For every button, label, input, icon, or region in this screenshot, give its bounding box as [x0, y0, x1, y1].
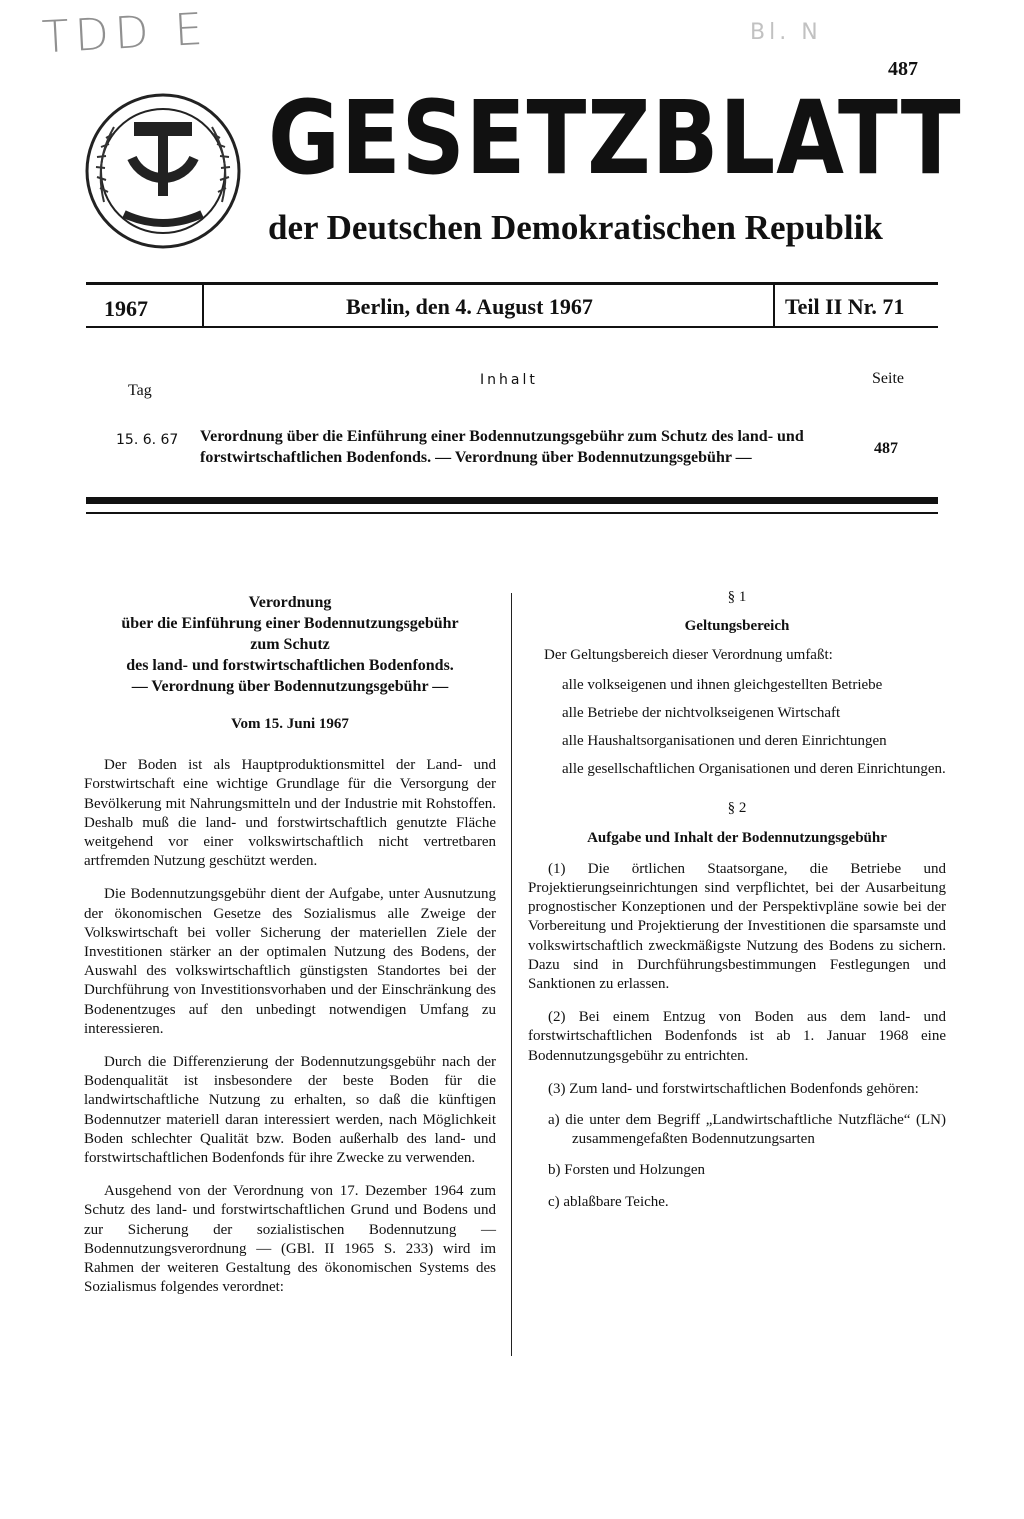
issue-part: Teil II Nr. 71: [785, 294, 905, 319]
handwritten-note-right: Bl. N: [750, 20, 822, 45]
section-number: § 1: [727, 589, 747, 605]
right-column: [528, 588, 946, 1212]
left-column: [84, 592, 496, 1297]
masthead-title: GESETZBLATT: [268, 79, 962, 198]
toc-column-inhalt: Inhalt: [480, 372, 538, 388]
title-line: des land- und forstwirtschaftlichen Bodenfonds.: [126, 657, 454, 674]
divider: [773, 285, 775, 328]
divider: [202, 285, 204, 328]
list-item: alle Haushaltsorganisationen und deren Einrichtungen: [562, 733, 887, 750]
ddr-emblem-icon: [84, 92, 242, 250]
title-line: Verordnung: [248, 594, 332, 611]
handwritten-note: TDD E: [40, 3, 210, 64]
list-item: alle volkseigenen und ihnen gleichgestellten Betriebe: [562, 676, 883, 693]
divider: [86, 497, 938, 504]
toc-entry-title[interactable]: Verordnung über die Einführung einer Bodennutzungsgebühr zum Schutz des land- und forstwirtschaftlichen Bodenfonds. — Verordnung über Bodennutzungsgebühr —: [200, 428, 804, 466]
issue-date: Berlin, den 4. August 1967: [346, 294, 593, 319]
preamble-paragraph: Der Boden ist als Hauptproduktionsmittel der Land- und Forstwirtschaft eine wichtige Grundlage für die Versorgung der Bevölkerung mit Nahrungsmitteln und der Industrie mit Rohstoffen. Deshalb muß die land- und forstwirtschaftlich genutzte Fläche weitgehend vor einer volkswirtschaftlich nicht vertretbaren artfremden Nutzung geschützt werden.: [84, 757, 496, 870]
section-heading: Aufgabe und Inhalt der Bodennutzungsgebühr: [587, 829, 887, 846]
divider: [86, 512, 938, 514]
title-line: — Verordnung über Bodennutzungsgebühr —: [131, 678, 449, 695]
toc-column-tag: Tag: [128, 382, 152, 399]
list-item: b) Forsten und Holzungen: [548, 1162, 706, 1179]
preamble-paragraph: Durch die Differenzierung der Bodennutzungsgebühr nach der Bodenqualität ist insbesondere der beste Boden für die landwirtschaftliche Nutzung zu erhalten, so daß die künftigen Bodennutzer materiell daran interessiert werden, nach Möglichkeit Boden schlechter Qualität bzw. Boden außerhalb des land- und forstwirtschaftlichen Bodenfonds für ihre Zwecke zu verwenden.: [84, 1054, 496, 1167]
list-item: alle gesellschaftlichen Organisationen und deren Einrichtungen.: [562, 761, 946, 778]
toc-entry-date: 15. 6. 67: [116, 432, 179, 448]
ordinance-date: Vom 15. Juni 1967: [231, 716, 349, 732]
title-line: zum Schutz: [250, 636, 330, 653]
divider: [86, 282, 938, 285]
list-item: a) die unter dem Begriff „Landwirtschaftliche Nutzfläche“ (LN) zusammengefaßten Bodennutzungsarten: [548, 1112, 946, 1148]
toc-entry-page[interactable]: 487: [874, 440, 898, 457]
ordinance-title: [84, 592, 496, 697]
page-number: 487: [888, 58, 918, 80]
issue-year: 1967: [104, 296, 148, 321]
title-line: über die Einführung einer Bodennutzungsgebühr: [121, 615, 459, 632]
column-divider: [511, 593, 512, 1356]
section-paragraph: (2) Bei einem Entzug von Boden aus dem land- und forstwirtschaftlichen Bodenfonds ist ab 1. Januar 1968 eine Bodennutzungsgebühr zu entrichten.: [528, 1009, 946, 1064]
list-item: alle Betriebe der nichtvolkseigenen Wirtschaft: [562, 704, 841, 721]
section-intro: Der Geltungsbereich dieser Verordnung umfaßt:: [544, 647, 833, 664]
section-number: § 2: [727, 800, 747, 817]
section-heading: Geltungsbereich: [684, 618, 790, 635]
masthead-subtitle: der Deutschen Demokratischen Republik: [268, 208, 883, 247]
toc-column-seite: Seite: [872, 370, 904, 387]
section-paragraph: (1) Die örtlichen Staatsorgane, die Betriebe und Projektierungseinrichtungen sind verpflichtet, bei der Ausarbeitung prognostischer Konzeptionen und der Perspektivpläne sowie bei der Vorbereitung und Projektierung der Investitionen die sparsamste und volkswirtschaftlich zweckmäßigste Nutzung des Bodens zu sichern. Dazu sind in Durchführungsbestimmungen Festlegungen und Sanktionen zu erlassen.: [528, 860, 946, 993]
list-item: c) ablaßbare Teiche.: [548, 1193, 669, 1210]
preamble-paragraph: Ausgehend von der Verordnung von 17. Dezember 1964 zum Schutz des land- und forstwirtschaftlichen Grund und Bodens und zur Sicherung der sozialistischen Bodennutzung — Bodennutzungsverordnung — (GBl. II 1965 S. 233) wird im Rahmen der weiteren Gestaltung des ökonomischen Systems des Sozialismus folgendes verordnet:: [84, 1183, 496, 1296]
section-paragraph: (3) Zum land- und forstwirtschaftlichen Bodenfonds gehören:: [548, 1080, 919, 1097]
divider: [86, 326, 938, 328]
preamble-paragraph: Die Bodennutzungsgebühr dient der Aufgabe, unter Ausnutzung der ökonomischen Gesetze des Sozialismus alle Zweige der Volkswirtschaft bei voller Sicherung der materiellen Ziele der Investitionen stärker an der optimalen Nutzung des Bodens, der Auswahl des volkswirtschaftlich günstigsten Standortes bei der Durchführung von Investitionsvorhaben und der Einschränkung des Bodenentzuges auf den unbedingt notwendigen Umfang zu interessieren.: [84, 886, 496, 1037]
